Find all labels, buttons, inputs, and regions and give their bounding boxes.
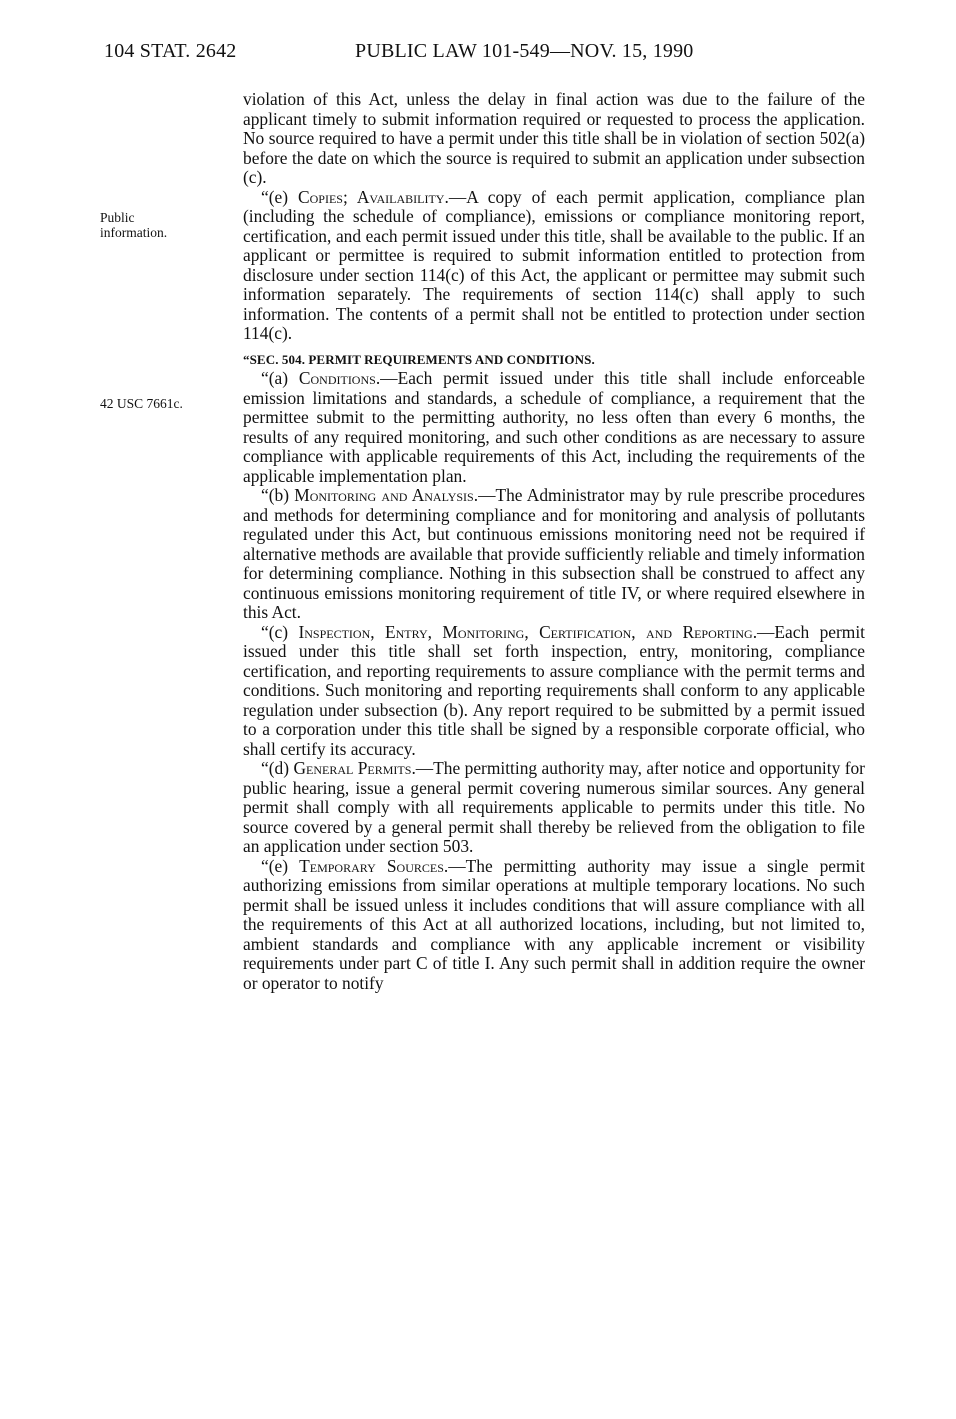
margin-note-line: information. <box>100 225 168 240</box>
subsection-label: “(a) <box>261 368 299 388</box>
subsection-label: “(c) <box>261 621 299 642</box>
subsection-label: “(d) <box>261 758 294 778</box>
subsection-c-inspection-entry <box>243 623 865 760</box>
subsection-heading: Conditions <box>298 368 376 388</box>
subsection-text: .—Each permit issued under this title shall set forth inspection, entry, monitoring, compliance certification, and reporting requirements to assure compliance with the permit terms and conditions. Such monitoring and reporting requirements shall conform to any applicable regulation under subsection (b). Any report required to be submitted by a permit issued to a corporation under this title shall be signed by a responsible corporate official, who shall certify its accuracy. <box>243 621 865 759</box>
statute-body <box>243 90 865 993</box>
subsection-label: “(e) <box>261 186 299 207</box>
stat-page-number: 104 STAT. 2642 <box>104 40 237 62</box>
margin-note-public-information <box>100 210 167 240</box>
paragraph-continuation: violation of this Act, unless the delay in final action was due to the failure of the applicant timely to submit information required or requested to process the application. No source required to have a permit under this title shall be in violation of section 502(a) before the date on which the source is required to submit an application under subsection (c). <box>243 89 865 187</box>
subsection-text: .—The permitting authority may issue a single permit authorizing emissions from similar operations at multiple temporary locations. No such permit shall be issued unless it includes conditions that will assure compliance with all the requirements of this Act at all authorized locations, including, but not limited to, ambient standards and compliance with any applicable increment or visibility requirements under part C of title I. Any such permit shall in addition require the owner or operator to notify <box>243 855 865 993</box>
margin-note-usc-citation: 42 USC 7661c. <box>100 396 183 411</box>
subsection-e-copies-availability <box>243 188 865 344</box>
subsection-heading: Monitoring and Analysis <box>294 485 474 505</box>
subsection-text: .—The permitting authority may, after notice and opportunity for public hearing, issue a general permit covering numerous similar sources. Any general permit shall comply with all requirements applicable to permits under this title. No source covered by a general permit shall thereby be relieved from the obligation to file an application under section 503. <box>243 758 865 856</box>
subsection-text: .—Each permit issued under this title shall include enforceable emission limitations and standards, a schedule of compliance, a requirement that the permittee submit to the permitting authority, no less often than every 6 months, the results of any required monitoring, and such other conditions as are necessary to assure compliance with applicable requirements of this Act, including the requirements of the applicable implementation plan. <box>243 368 865 486</box>
subsection-heading: Inspection, Entry, Monitoring, Certification, and Reporting <box>298 621 753 642</box>
subsection-heading: Copies; Availability <box>298 186 445 207</box>
subsection-label: “(b) <box>261 485 295 505</box>
subsection-text: .—A copy of each permit application, compliance plan (including the schedule of compliance), emissions or compliance monitoring report, certification, and each permit issued under this title, shall be available to the public. If an applicant or permittee is required to submit information entitled to protection from disclosure under section 114(c) of this Act, the applicant or permittee may submit such information separately. The requirements of section 114(c) shall apply to such information. The contents of a permit shall not be entitled to protection under section 114(c). <box>243 186 865 343</box>
section-504-heading: “SEC. 504. PERMIT REQUIREMENTS AND CONDITIONS. <box>243 351 595 367</box>
subsection-heading: Temporary Sources <box>299 855 444 876</box>
subsection-heading: General Permits <box>293 758 412 778</box>
subsection-b-monitoring-analysis <box>243 486 865 623</box>
subsection-text: .—The Administrator may by rule prescribe procedures and methods for determining compliance and for monitoring and analysis of pollutants regulated under this Act, but continuous emissions monitoring need not be required if alternative methods are available that provide sufficiently reliable and timely information for determining compliance. Nothing in this subsection shall be construed to affect any continuous emissions monitoring requirement of title IV, or where required elsewhere in this Act. <box>243 485 865 622</box>
public-law-title: PUBLIC LAW 101-549—NOV. 15, 1990 <box>355 40 694 62</box>
subsection-e-temporary-sources <box>243 857 865 994</box>
subsection-a-conditions <box>243 369 865 486</box>
subsection-label: “(e) <box>261 855 300 876</box>
margin-note-line: Public <box>100 210 135 225</box>
subsection-d-general-permits <box>243 759 865 857</box>
